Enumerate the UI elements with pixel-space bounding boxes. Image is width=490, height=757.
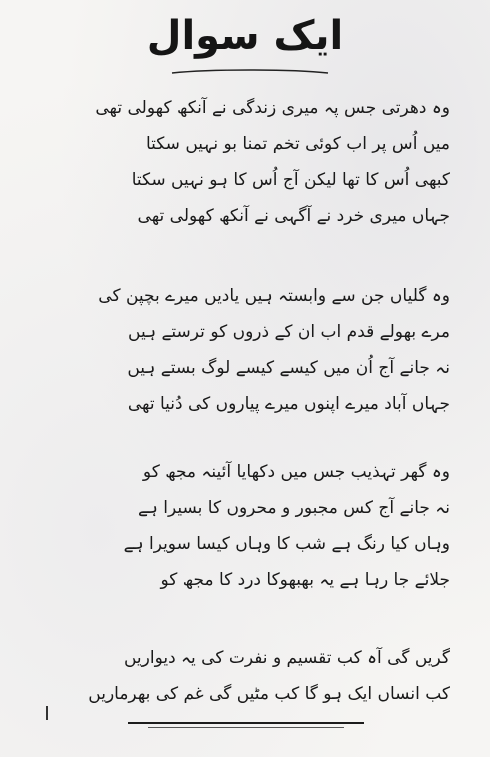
margin-tick <box>46 706 48 720</box>
poem-line: مرے بھولے قدم اب ان کے ذروں کو ترستے ہیں <box>128 322 450 342</box>
poem-line: وہ گھر تہذیب جس میں دکھایا آئینہ مجھ کو <box>142 462 450 482</box>
poem-line: کبھی اُس کا تھا لیکن آج اُس کا ہو نہیں سکتا <box>131 170 450 190</box>
stanza-3 <box>30 454 450 598</box>
poem-line: گریں گی آہ کب تقسیم و نفرت کی یہ دیواریں <box>123 648 450 668</box>
stanza-2 <box>30 278 450 422</box>
closing-rule <box>128 722 364 724</box>
closing-rule-thin <box>148 727 344 728</box>
poem-line: نہ جانے آج اُن میں کیسے کیسے لوگ بستے ہیں <box>127 358 450 378</box>
poem-line: وہاں کیا رنگ ہے شب کا وہاں کیسا سویرا ہے <box>123 534 450 554</box>
title-flourish <box>170 68 330 76</box>
poem-line: میں اُس پر اب کوئی تخم تمنا بو نہیں سکتا <box>145 134 450 154</box>
stanza-4 <box>30 640 450 712</box>
poem-line: وہ گلیاں جن سے وابستہ ہیں یادیں میرے بچپن کی <box>98 286 450 306</box>
poem-line: وہ دھرتی جس پہ میری زندگی نے آنکھ کھولی تھی <box>95 98 450 118</box>
poem-line: کب انساں ایک ہو گا کب مٹیں گی غم کی بھرماریں <box>88 684 450 704</box>
poem-line: نہ جانے آج کس مجبور و محروں کا بسیرا ہے <box>137 498 450 518</box>
poem-title: ایک سوال <box>146 13 344 59</box>
poem-line: جہاں میری خرد نے آگہی نے آنکھ کھولی تھی <box>137 206 450 226</box>
poem-line: جلائے جا رہا ہے یہ بھبھوکا درد کا مجھ کو <box>160 570 450 590</box>
poem-line: جہاں آباد میرے اپنوں میرے پیاروں کی دُنیا تھی <box>127 394 450 414</box>
stanza-1 <box>30 90 450 234</box>
